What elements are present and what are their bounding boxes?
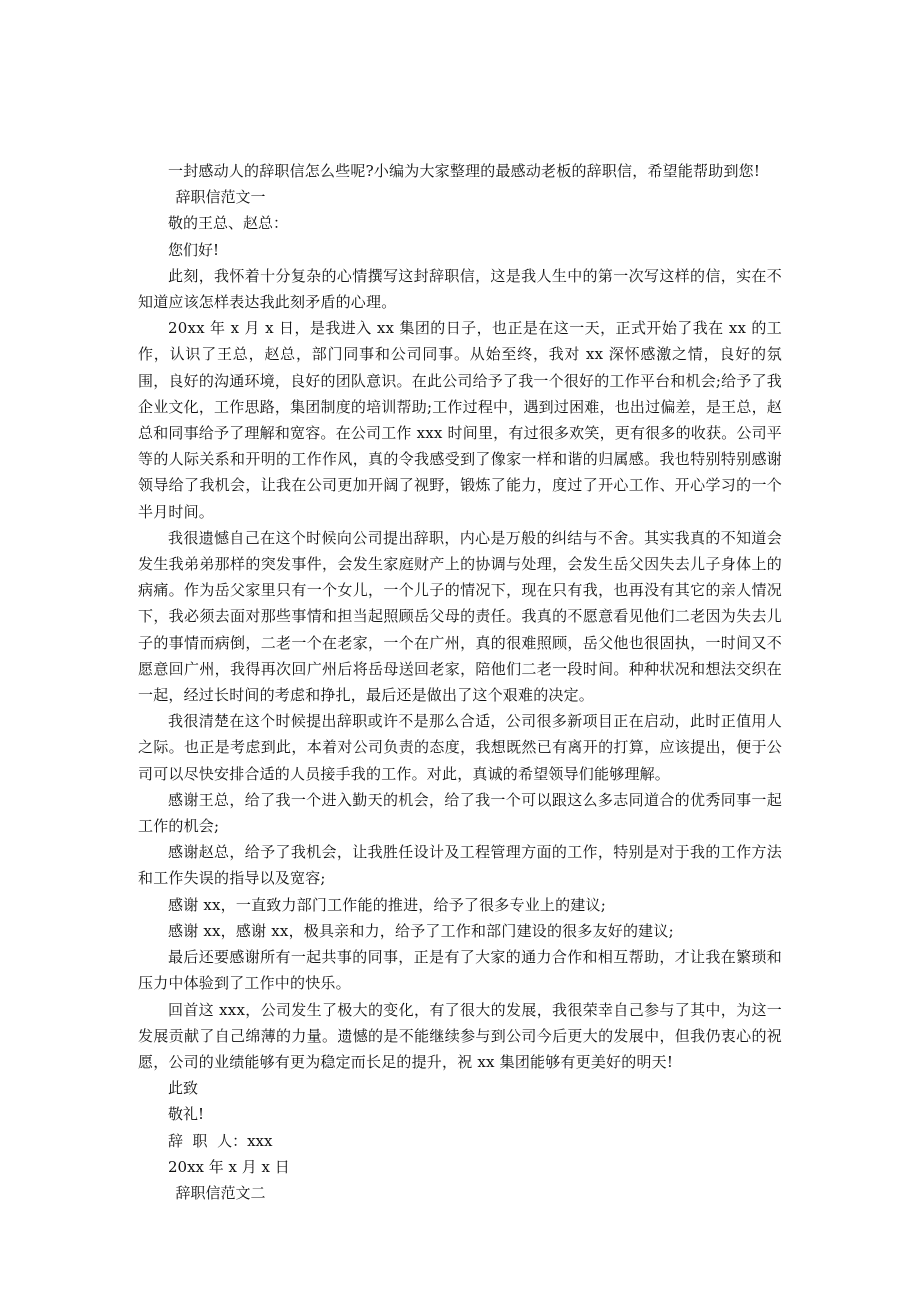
greeting: 您们好! — [168, 240, 220, 259]
body-paragraph: 感谢 xx，感谢 xx，极具亲和力，给予了工作和部门建设的很多友好的建议; — [168, 921, 674, 940]
date-line: 20xx 年 x 月 x 日 — [168, 1157, 290, 1176]
body-paragraph: 回首这 xxx，公司发生了极大的变化，有了很大的发展，我很荣幸自己参与了其中，为这一发展贡献了自己绵薄的力量。遗憾的是不能继续参与到公司今后更大的发展中，但我仍衷心的祝愿，公司的业绩能够有更为稳定而长足的提升，祝 xx 集团能够有更美好的明天! — [138, 1000, 782, 1071]
intro-paragraph: 一封感动人的辞职信怎么些呢?小编为大家整理的最感动老板的辞职信，希望能帮助到您! — [168, 162, 761, 180]
closing-line: 此致 — [168, 1079, 199, 1098]
signer-line: 辞 职 人：xxx — [168, 1131, 273, 1150]
heading-sample-two: 辞职信范文二 — [175, 1183, 266, 1202]
body-paragraph: 此刻，我怀着十分复杂的心情撰写这封辞职信，这是我人生中的第一次写这样的信，实在不知道应该怎样表达我此刻矛盾的心理。 — [138, 266, 782, 312]
body-paragraph: 20xx 年 x 月 x 日，是我进入 xx 集团的日子，也正是在这一天，正式开始了我在 xx 的工作，认识了王总，赵总，部门同事和公司同事。从始至终，我对 xx 深怀感激之情，良好的氛围，良好的沟通环境，良好的团队意识。在此公司给予了我一个很好的工作平台和机会;给予了我企业文化，工作思路，集团制度的培训帮助;工作过程中，遇到过困难，也出过偏差，是王总，赵总和同事给予了理解和宽容。在公司工作 xxx 时间里，有过很多欢笑，更有很多的收获。公司平等的人际关系和开明的工作作风，真的令我感受到了像家一样和谐的归属感。我也特别特别感谢领导给了我机会，让我在公司更加开阔了视野，锻炼了能力，度过了开心工作、开心学习的一个半月时间。 — [138, 319, 782, 521]
body-paragraph: 感谢王总，给了我一个进入勤天的机会，给了我一个可以跟这么多志同道合的优秀同事一起工作的机会; — [138, 790, 782, 836]
document-body — [138, 158, 782, 1206]
closing-salute: 敬礼! — [168, 1105, 205, 1124]
body-paragraph: 感谢赵总，给予了我机会，让我胜任设计及工程管理方面的工作，特别是对于我的工作方法和工作失误的指导以及宽容; — [138, 843, 782, 888]
body-paragraph: 我很遗憾自己在这个时候向公司提出辞职，内心是万般的纠结与不舍。其实我真的不知道会发生我弟弟那样的突发事件，会发生家庭财产上的协调与处理，会发生岳父因失去儿子身体上的病痛。作为岳父家里只有一个女儿，一个儿子的情况下，现在只有我，也再没有其它的亲人情况下，我必须去面对那些事情和担当起照顾岳父母的责任。我真的不愿意看见他们二老因为失去儿子的事情而病倒，二老一个在老家，一个在广州，真的很难照顾，岳父他也很固执，一时间又不愿意回广州，我得再次回广州后将岳母送回老家，陪他们二老一段时间。种种状况和想法交织在一起，经过长时间的考虑和挣扎，最后还是做出了这个艰难的决定。 — [138, 528, 782, 705]
body-paragraph: 我很清楚在这个时候提出辞职或许不是那么合适，公司很多新项目正在启动，此时正值用人之际。也正是考虑到此，本着对公司负责的态度，我想既然已有离开的打算，应该提出，便于公司可以尽快安排合适的人员接手我的工作。对此，真诚的希望领导们能够理解。 — [138, 712, 782, 783]
salutation: 敬的王总、赵总： — [168, 214, 289, 233]
body-paragraph: 最后还要感谢所有一起共事的同事，正是有了大家的通力合作和相互帮助，才让我在繁琐和压力中体验到了工作中的快乐。 — [138, 948, 782, 993]
body-paragraph: 感谢 xx，一直致力部门工作能的推进，给予了很多专业上的建议; — [168, 895, 606, 914]
heading-sample-one: 辞职信范文一 — [175, 188, 266, 207]
